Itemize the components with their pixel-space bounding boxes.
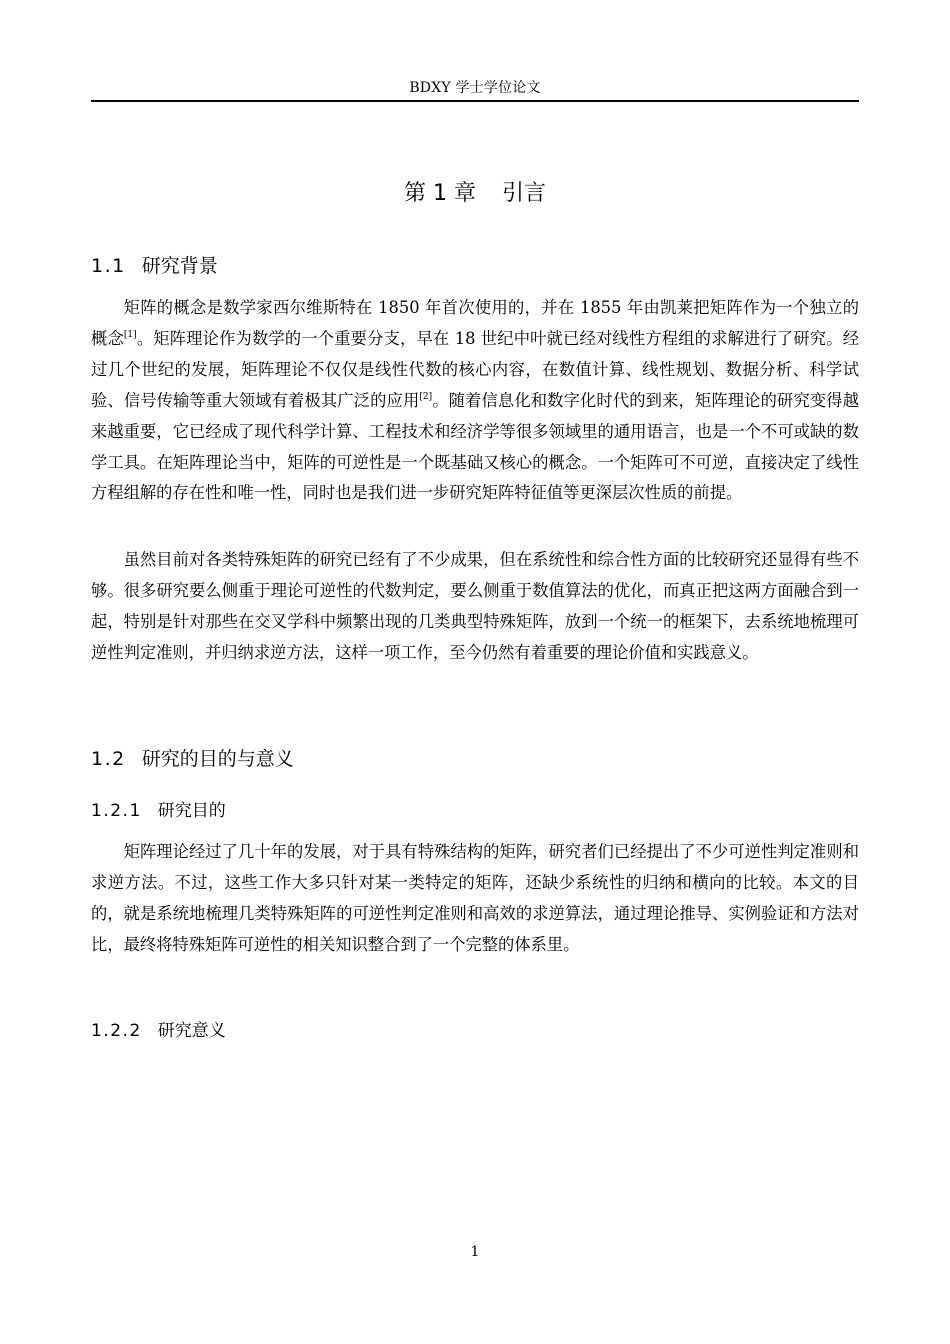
chapter-title bbox=[91, 178, 859, 210]
section-number: 1.1 bbox=[91, 255, 126, 277]
running-header: BDXY 学士学位论文 bbox=[409, 80, 541, 96]
citation-1: [1] bbox=[123, 329, 137, 340]
header-rule bbox=[91, 100, 859, 102]
section-number: 1.2 bbox=[91, 748, 126, 770]
subsection-number: 1.2.2 bbox=[91, 1021, 142, 1041]
section-title: 研究的目的与意义 bbox=[141, 748, 294, 770]
subsection-number: 1.2.1 bbox=[91, 801, 142, 821]
subsection-title: 研究意义 bbox=[157, 1021, 226, 1041]
paragraph-background-2: 虽然目前对各类特殊矩阵的研究已经有了不少成果，但在系统性和综合性方面的比较研究还显得有些不够。很多研究要么侧重于理论可逆性的代数判定，要么侧重于数值算法的优化，而真正把这两方面融合到一起，特别是针对那些在交叉学科中频繁出现的几类典型特殊矩阵，放到一个统一的框架下，去系统地梳理可逆性判定准则，并归纳求逆方法，这样一项工作，至今仍然有着重要的理论价值和实践意义。 bbox=[91, 550, 859, 662]
paragraph-text: 矩阵的概念是数学家西尔维斯特在 1850 年首次使用的，并在 1855 年由凯莱把矩阵作为一个独立的概念 bbox=[91, 298, 859, 348]
subsection-title: 研究目的 bbox=[157, 801, 226, 821]
paragraph-text: 。矩阵理论作为数学的一个重要分支，早在 18 世纪中叶就已经对线性方程组的求解进行了研究。经过几个世纪的发展，矩阵理论不仅仅是线性代数的核心内容，在数值计算、线性规划、数据分析、科学试验、信号传输等重大领域有着极其广泛的应用 bbox=[91, 328, 859, 410]
section-title: 研究背景 bbox=[141, 255, 218, 277]
paragraph-purpose: 矩阵理论经过了几十年的发展，对于具有特殊结构的矩阵，研究者们已经提出了不少可逆性判定准则和求逆方法。不过，这些工作大多只针对某一类特定的矩阵，还缺少系统性的归纳和横向的比较。本文的目的，就是系统地梳理几类特殊矩阵的可逆性判定准则和高效的求逆算法，通过理论推导、实例验证和方法对比，最终将特殊矩阵可逆性的相关知识整合到了一个完整的体系里。 bbox=[91, 842, 859, 954]
section-heading-1-2 bbox=[91, 746, 859, 772]
chapter-title-text: 引言 bbox=[501, 181, 546, 206]
section-heading-1-1 bbox=[91, 253, 859, 279]
subsection-heading-1-2-2 bbox=[91, 1019, 859, 1043]
chapter-number: 第 1 章 bbox=[404, 181, 476, 206]
paragraph-background-1 bbox=[91, 293, 859, 509]
page-number: 1 bbox=[470, 1244, 480, 1260]
subsection-heading-1-2-1 bbox=[91, 799, 859, 823]
citation-2: [2] bbox=[419, 391, 433, 402]
paragraph-text: 。随着信息化和数字化时代的到来，矩阵理论的研究变得越来越重要，它已经成了现代科学计算、工程技术和经济学等很多领域里的通用语言，也是一个不可或缺的数学工具。在矩阵理论当中，矩阵的可逆性是一个既基础又核心的概念。一个矩阵可不可逆，直接决定了线性方程组解的存在性和唯一性，同时也是我们进一步研究矩阵特征值等更深层次性质的前提。 bbox=[91, 390, 859, 503]
